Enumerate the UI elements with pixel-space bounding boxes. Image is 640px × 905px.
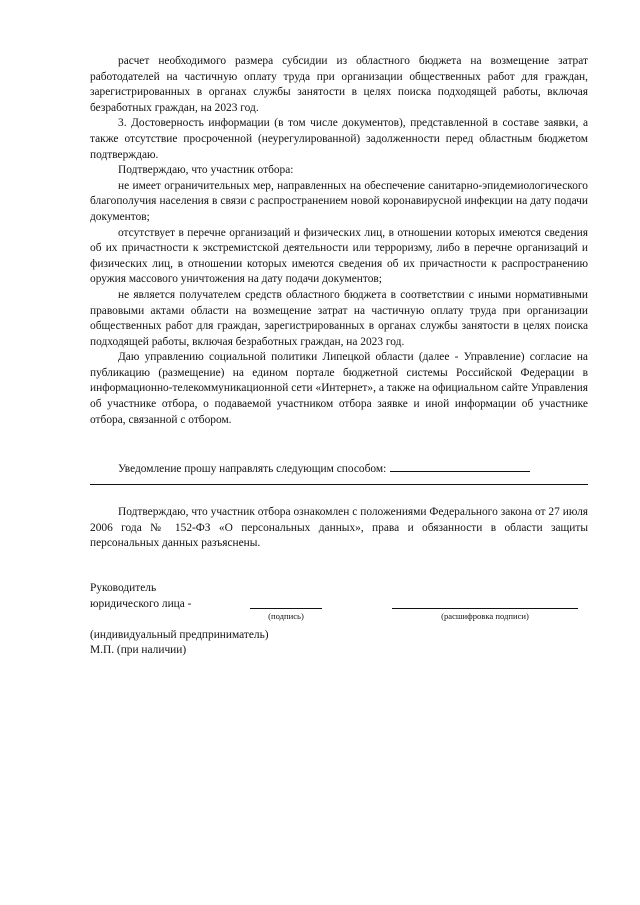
signature-line[interactable] [250, 608, 322, 609]
paragraph-no-restrictions: не имеет ограничительных мер, направленных на обеспечение санитарно-эпидемиологического благополучия населения в связи с распространением новой коронавирусной инфекции на дату подачи документов; [90, 179, 588, 223]
notification-blank-continuation[interactable] [90, 484, 588, 485]
notification-blank-field[interactable] [390, 460, 530, 472]
notification-line [118, 460, 588, 478]
signature-decoding-line[interactable] [392, 608, 578, 609]
paragraph-not-recipient: не является получателем средств областного бюджета в соответствии с иными нормативными правовыми актами области на возмещение затрат на частичную оплату труда при организации общественных работ для граждан, зарегистрированных в органах службы занятости в целях поиска подходящей работы, включая безработных граждан, на 2023 год. [90, 288, 588, 348]
signature-role-line3: (индивидуальный предприниматель) [90, 628, 269, 641]
signature-role-line2: юридического лица - [90, 597, 192, 610]
signature-decoding-caption: (расшифровка подписи) [441, 611, 529, 621]
paragraph-calculation: расчет необходимого размера субсидии из областного бюджета на возмещение затрат работодателей на частичную оплату труда при организации общественных работ для граждан, зарегистрированных в органах службы занятости в целях поиска подходящей работы, включая безработных граждан, на 2023 год. [90, 55, 588, 114]
paragraph-reliability: 3. Достоверность информации (в том числе документов), представленной в составе заявки, а также отсутствие просроченной (неурегулированной) задолженности перед областным бюджетом подтверждаю. [90, 117, 588, 161]
signature-stamp-line: М.П. (при наличии) [90, 644, 187, 657]
signature-caption: (подпись) [268, 611, 304, 621]
paragraph-consent: Даю управлению социальной политики Липецкой области (далее - Управление) согласие на публикацию (размещение) на едином портале бюджетной системы Российской Федерации в информационно-телекоммуникационной сети «Интернет», а также на официальном сайте Управления об участнике отбора, о подаваемой участником отбора заявке и иной информации об участнике отбора, связанной с отбором. [90, 351, 588, 426]
paragraph-not-in-list: отсутствует в перечне организаций и физических лиц, в отношении которых имеются сведения об их причастности к экстремистской деятельности или терроризму, либо в перечне организаций и физических лиц, в отношении которых имеются сведения об их причастности к распространению оружия массового уничтожения на дату подачи документов; [90, 226, 588, 286]
body-text [90, 54, 588, 428]
notification-label: Уведомление прошу направлять следующим способом: [118, 463, 387, 475]
signature-role-line1: Руководитель [90, 582, 157, 594]
paragraph-personal-data: Подтверждаю, что участник отбора ознакомлен с положениями Федерального закона от 27 июля 2006 года № 152-ФЗ «О персональных данных», права и обязанности в области защиты персональных данных разъяснены. [90, 506, 588, 550]
paragraph-confirm-intro: Подтверждаю, что участник отбора: [118, 164, 294, 177]
confirmation-block [90, 505, 588, 552]
